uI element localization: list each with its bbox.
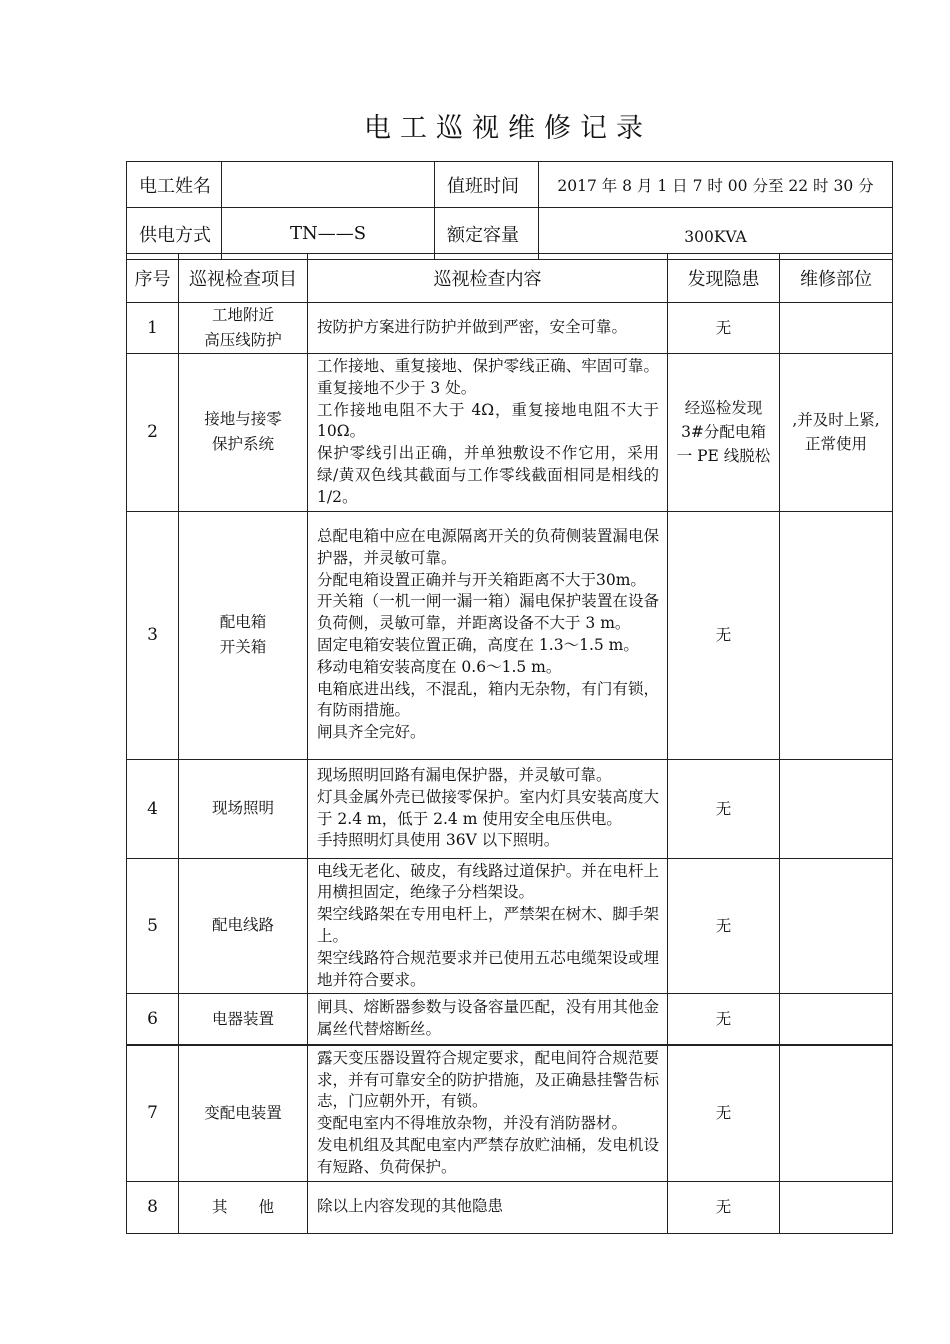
repair-location: [780, 354, 893, 512]
table-row: [127, 354, 893, 512]
row-number: 3: [127, 511, 179, 759]
inspection-content: [308, 858, 668, 994]
row-number: 8: [127, 1181, 179, 1233]
table-row: [127, 1045, 893, 1181]
inspection-content-line: 灯具金属外壳已做接零保护。室内灯具安装高度大于 2.4 m，低于 2.4 m 使用安全电压供电。: [317, 787, 659, 828]
table-row: [127, 858, 893, 994]
row-number: 5: [127, 858, 179, 994]
inspection-content-line: 除以上内容发现的其他隐患: [317, 1197, 504, 1216]
column-header: 巡视检查内容: [308, 254, 668, 303]
inspection-content: [308, 994, 668, 1045]
table-row: [127, 994, 893, 1045]
repair-location: [780, 858, 893, 994]
inspection-item: [179, 511, 308, 759]
inspection-content-line: 开关箱（一机一闸一漏一箱）漏电保护装置在设备负荷侧，灵敏可靠，并距离设备不大于 3 m。: [317, 592, 659, 633]
inspection-content-line: 工作接地、重复接地、保护零线正确、牢固可靠。重复接地不少于 3 处。: [317, 357, 659, 397]
inspection-item: [179, 1181, 308, 1233]
capacity-value: 300KVA: [539, 208, 893, 260]
header-table: [126, 161, 893, 260]
hazard-found-line: 无: [715, 799, 732, 818]
inspection-content-line: 架空线路架在专用电杆上，严禁架在树木、脚手架上。: [317, 905, 659, 945]
inspection-item-line: 高压线防护: [204, 331, 282, 349]
hazard-found-line: 无: [715, 1010, 732, 1029]
inspection-item-line: 变配电装置: [204, 1103, 282, 1122]
hazard-found-line: 无: [715, 1104, 732, 1123]
inspection-content-line: 保护零线引出正确，并单独敷设不作它用，采用绿/黄双色线其截面与工作零线截面相同是相线的 1/2。: [317, 444, 659, 506]
table-body: [127, 303, 893, 1234]
hazard-found-line: 经巡检发现: [684, 399, 763, 418]
table-header-row: [127, 254, 893, 303]
hazard-found-line: 无: [715, 916, 732, 935]
table-row: [127, 1181, 893, 1233]
inspection-item: [179, 303, 308, 354]
inspection-content-line: 闸具齐全完好。: [317, 723, 426, 742]
inspection-item-line: 接地与接零: [204, 410, 282, 429]
hazard-found: [668, 1045, 780, 1181]
inspection-content-line: 按防护方案进行防护并做到严密，安全可靠。: [317, 318, 628, 337]
hazard-found-line: 无: [715, 319, 732, 337]
inspection-content-line: 分配电箱设置正确并与开关箱距离不大于30m。: [317, 570, 646, 589]
inspection-item: [179, 858, 308, 994]
column-header: 维修部位: [780, 254, 893, 303]
column-header: 发现隐患: [668, 254, 780, 303]
inspection-item-line: 配电箱: [219, 613, 267, 632]
inspection-content-line: 手持照明灯具使用 36V 以下照明。: [317, 831, 560, 850]
shift-value: 2017 年 8 月 1 日 7 时 00 分至 22 时 30 分: [539, 162, 893, 208]
inspection-item-line: 电器装置: [211, 1009, 274, 1028]
inspection-item-line: 保护系统: [211, 435, 274, 454]
inspection-content: [308, 511, 668, 759]
row-number: 1: [127, 303, 179, 354]
column-header: 序号: [127, 254, 179, 303]
inspection-item-line: 现场照明: [211, 799, 274, 818]
inspection-content-line: 现场照明回路有漏电保护器，并灵敏可靠。: [317, 765, 612, 784]
hazard-found: [668, 1181, 780, 1233]
electrician-label: 电工姓名: [127, 162, 222, 208]
page-title: 电工巡视维修记录: [364, 113, 652, 144]
hazard-found: [668, 858, 780, 994]
hazard-found: [668, 994, 780, 1045]
inspection-content-line: 电箱底进出线，不混乱，箱内无杂物，有门有锁，有防雨措施。: [317, 679, 659, 720]
repair-location-line: 正常使用: [804, 435, 867, 454]
hazard-found-line: 无: [715, 626, 732, 645]
repair-location: [780, 1181, 893, 1233]
hazard-found: [668, 511, 780, 759]
hazard-found-line: 一 PE 线脱松: [676, 447, 771, 466]
table-row: [127, 759, 893, 858]
inspection-item-line: 配电线路: [211, 916, 274, 935]
hazard-found: [668, 303, 780, 354]
inspection-content-line: 移动电箱安装高度在 0.6～1.5 m。: [317, 657, 562, 676]
inspection-item-line: 其 他: [211, 1197, 274, 1216]
hazard-found-line: 无: [715, 1198, 732, 1217]
column-header: 巡视检查项目: [179, 254, 308, 303]
hazard-found: [668, 759, 780, 858]
hazard-found: [668, 354, 780, 512]
inspection-content-line: 变配电室内不得堆放杂物，并没有消防器材。: [317, 1114, 628, 1133]
capacity-label: 额定容量: [435, 208, 539, 260]
table-row: [127, 511, 893, 759]
repair-location: [780, 994, 893, 1045]
header-row-2: [127, 208, 893, 260]
inspection-item-line: 工地附近: [211, 306, 274, 324]
inspection-content: [308, 759, 668, 858]
inspection-content: [308, 354, 668, 512]
row-number: 2: [127, 354, 179, 512]
inspection-content-line: 固定电箱安装位置正确，高度在 1.3～1.5 m。: [317, 636, 639, 655]
inspection-item: [179, 994, 308, 1045]
inspection-item: [179, 354, 308, 512]
repair-location: [780, 511, 893, 759]
inspection-content-line: 总配电箱中应在电源隔离开关的负荷侧装置漏电保护器，并灵敏可靠。: [317, 527, 659, 567]
inspection-item: [179, 759, 308, 858]
repair-location: [780, 1045, 893, 1181]
repair-location: [780, 303, 893, 354]
inspection-content-line: 架空线路符合规范要求并已使用五芯电缆架设或埋地并符合要求。: [317, 948, 659, 989]
repair-location: [780, 759, 893, 858]
row-number: 7: [127, 1045, 179, 1181]
row-number: 6: [127, 994, 179, 1045]
inspection-content-line: 露天变压器设置符合规定要求，配电间符合规范要求，并有可靠安全的防护措施，及正确悬挂警告标志，门应朝外开，有锁。: [317, 1048, 659, 1111]
electrician-value: [222, 162, 435, 208]
inspection-content: [308, 1045, 668, 1181]
inspection-table: [126, 253, 893, 1234]
inspection-content-line: 工作接地电阻不大于 4Ω，重复接地电阻不大于 10Ω。: [317, 400, 659, 441]
row-number: 4: [127, 759, 179, 858]
repair-location-line: ,并及时上紧,: [792, 411, 880, 430]
inspection-content-line: 电线无老化、破皮，有线路过道保护。并在电杆上用横担固定，绝缘子分档架设。: [317, 861, 659, 902]
inspection-content-line: 发电机组及其配电室内严禁存放贮油桶，发电机设有短路、负荷保护。: [317, 1136, 659, 1176]
supply-label: 供电方式: [127, 208, 222, 260]
inspection-item: [179, 1045, 308, 1181]
table-row: [127, 303, 893, 354]
header-row-1: [127, 162, 893, 208]
inspection-content-line: 闸具、熔断器参数与设备容量匹配，没有用其他金属丝代替熔断丝。: [317, 998, 659, 1039]
inspection-item-line: 开关箱: [219, 638, 267, 657]
supply-value: TN——S: [222, 208, 435, 260]
inspection-content: [308, 303, 668, 354]
inspection-content: [308, 1181, 668, 1233]
hazard-found-line: 3#分配电箱: [681, 423, 766, 442]
shift-label: 值班时间: [435, 162, 539, 208]
